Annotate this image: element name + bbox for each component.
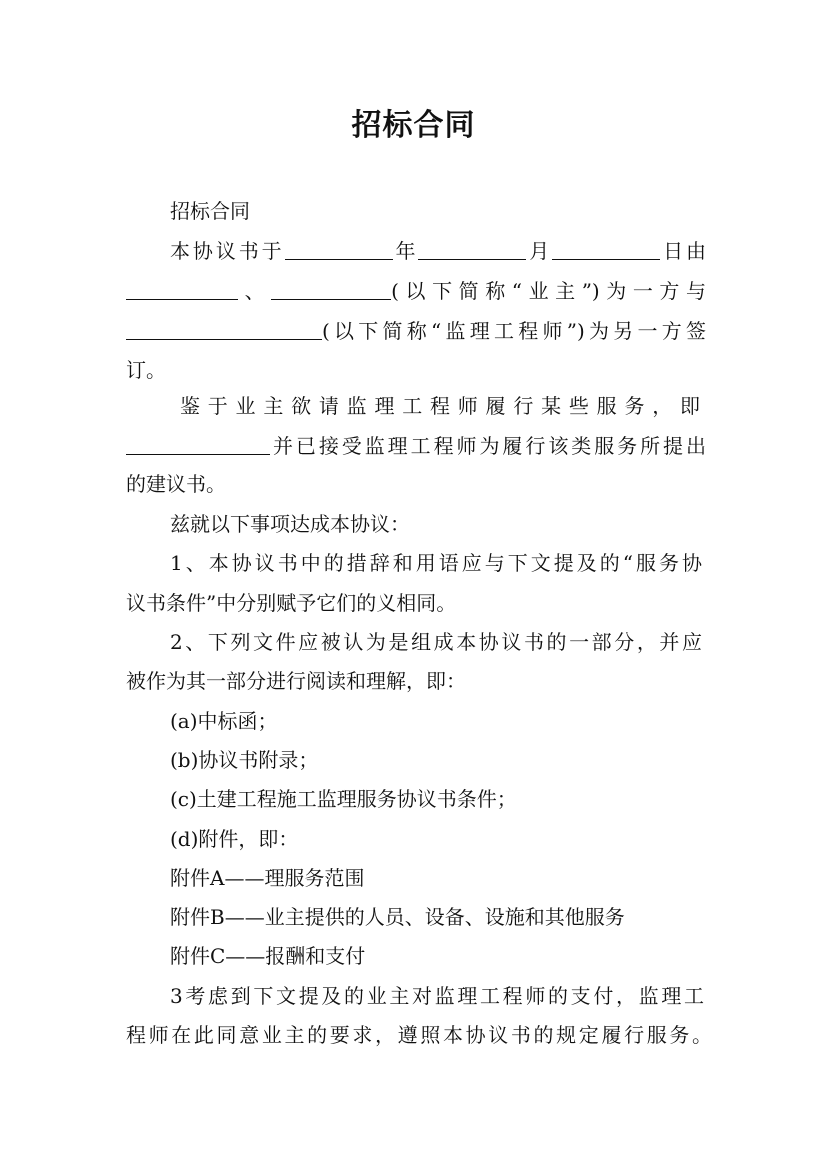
list-item-b: (b)协议书附录； — [170, 748, 319, 772]
paragraph-line: 的建议书。 — [126, 472, 226, 496]
clause-2-line-2: 被作为其一部分进行阅读和理解，即： — [126, 669, 466, 693]
list-item-d: (d)附件，即： — [170, 827, 299, 851]
year-label: 年 — [392, 239, 419, 263]
contract-heading: 招标合同 — [170, 199, 250, 223]
agreement-intro: 兹就以下事项达成本协议： — [170, 512, 410, 536]
whereas-line: 鉴于业主欲请监理工程师履行某些服务，即 — [180, 394, 700, 418]
services-clause: 并已接受监理工程师为履行该类服务所提出 — [270, 434, 706, 458]
owner-clause: (以下简称“业主”)为一方与 — [391, 279, 706, 303]
party-owner-line — [126, 277, 706, 305]
date-line-prefix: 本协议书于 — [170, 239, 285, 263]
month-label: 月 — [526, 239, 553, 263]
clause-1-line-1: 1、本协议书中的措辞和用语应与下文提及的“服务协 — [170, 551, 702, 575]
day-blank — [552, 239, 660, 260]
engineer-name-blank — [126, 319, 322, 340]
document-title: 招标合同 — [351, 108, 476, 143]
enum-comma: 、 — [238, 279, 272, 303]
year-blank — [285, 239, 393, 260]
annex-c: 附件C——报酬和支付 — [170, 944, 366, 968]
list-item-a: (a)中标函； — [170, 709, 278, 733]
clause-2-line-1: 2、下列文件应被认为是组成本协议书的一部分，并应 — [170, 630, 702, 654]
owner-name-blank-1 — [126, 279, 238, 300]
services-blank — [126, 434, 270, 455]
annex-b: 附件B——业主提供的人员、设备、设施和其他服务 — [170, 905, 625, 929]
services-line — [126, 432, 706, 460]
owner-name-blank-2 — [271, 279, 391, 300]
paragraph-line: 订。 — [126, 358, 166, 382]
engineer-clause: (以下简称“监理工程师”)为另一方签 — [322, 319, 706, 343]
clause-3-line-2: 程师在此同意业主的要求，遵照本协议书的规定履行服务。 — [126, 1023, 712, 1047]
party-engineer-line — [126, 317, 706, 345]
annex-a: 附件A——理服务范围 — [170, 866, 365, 890]
clause-3-line-1: 3考虑到下文提及的业主对监理工程师的支付，监理工 — [170, 984, 704, 1008]
clause-1-line-2: 议书条件”中分别赋予它们的义相同。 — [126, 591, 457, 615]
day-label: 日由 — [660, 239, 707, 263]
month-blank — [418, 239, 526, 260]
date-line — [170, 237, 706, 265]
list-item-c: (c)土建工程施工监理服务协议书条件； — [170, 787, 517, 811]
